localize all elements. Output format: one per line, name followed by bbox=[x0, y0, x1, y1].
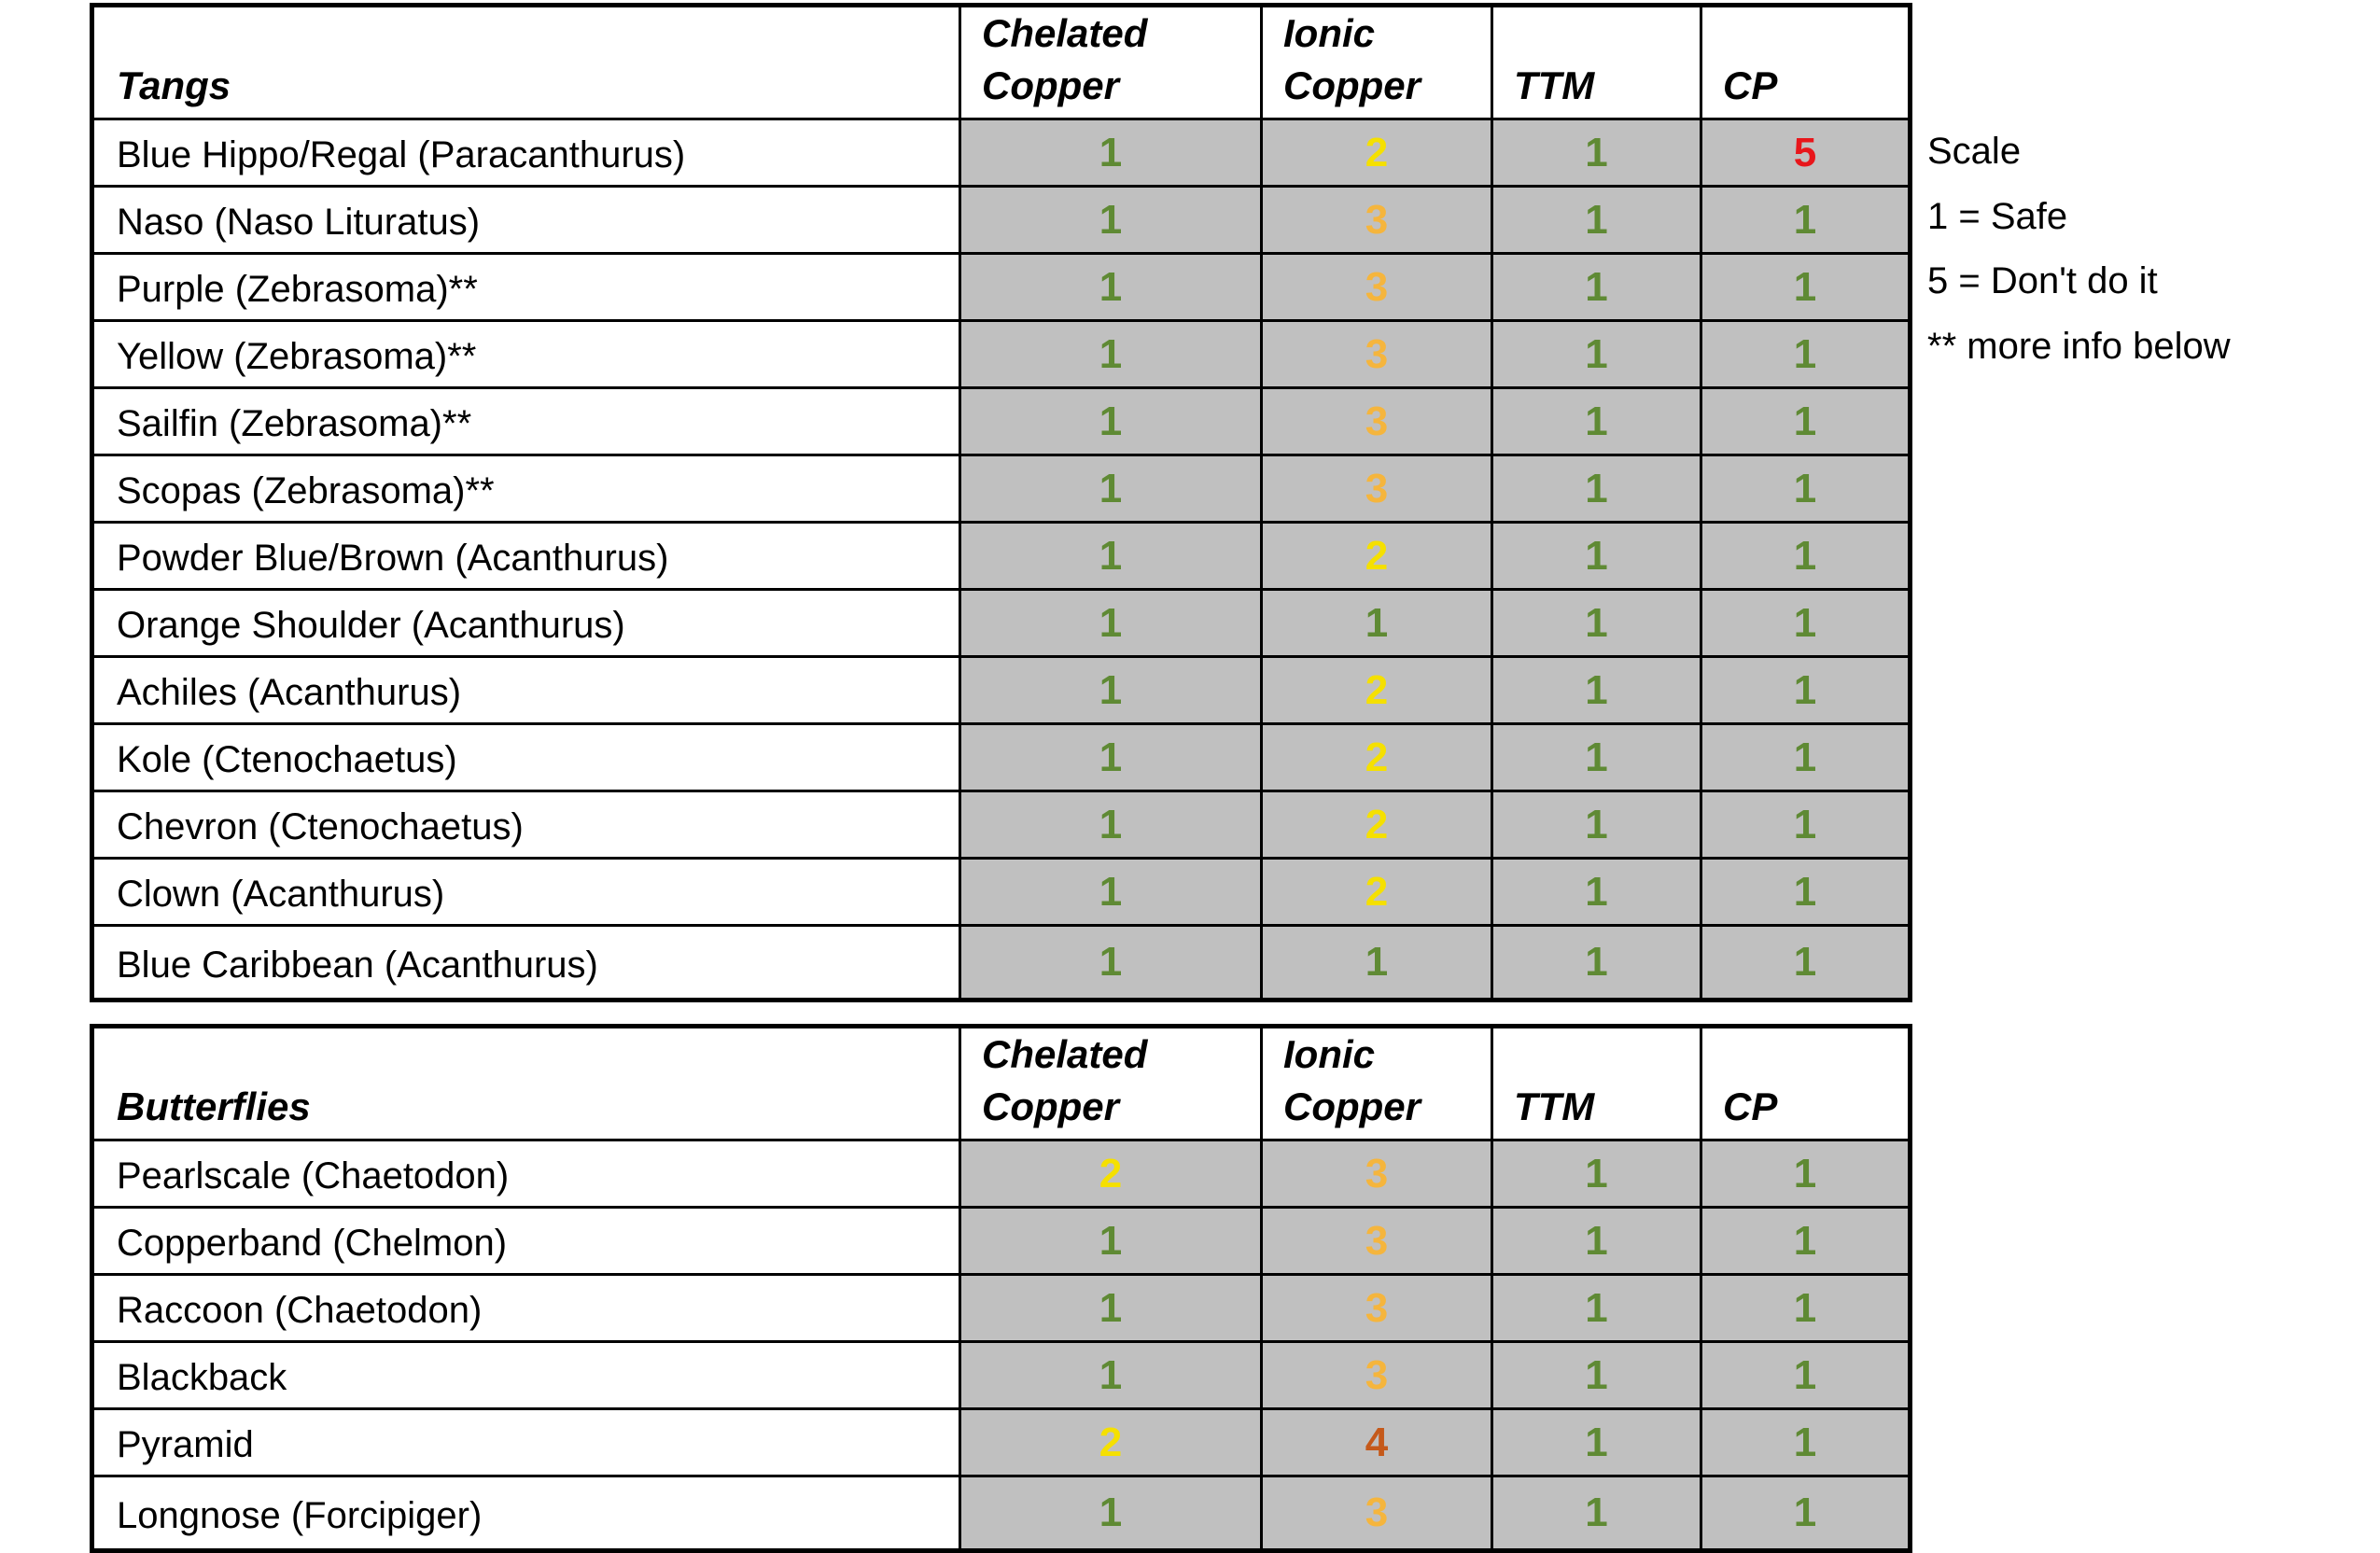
fish-name: Sailfin (Zebrasoma)** bbox=[92, 388, 960, 455]
chelated-copper-rating: 1 bbox=[960, 455, 1262, 523]
fish-name: Pyramid bbox=[92, 1409, 960, 1476]
cp-rating: 1 bbox=[1701, 321, 1911, 388]
butterflies-header-row bbox=[92, 1027, 1911, 1140]
tangs-group-title: Tangs bbox=[92, 6, 960, 119]
table-row bbox=[92, 859, 1911, 926]
fish-name: Longnose (Forcipiger) bbox=[92, 1476, 960, 1551]
table-row bbox=[92, 187, 1911, 254]
ionic-copper-rating: 2 bbox=[1262, 859, 1492, 926]
cp-rating: 1 bbox=[1701, 1208, 1911, 1275]
butterflies-table bbox=[90, 1024, 1912, 1553]
cp-rating: 1 bbox=[1701, 1140, 1911, 1208]
fish-name: Pearlscale (Chaetodon) bbox=[92, 1140, 960, 1208]
table-row bbox=[92, 1140, 1911, 1208]
table-row bbox=[92, 1208, 1911, 1275]
col-header-ttm: TTM bbox=[1492, 1027, 1701, 1140]
ttm-rating: 1 bbox=[1492, 657, 1701, 724]
chelated-copper-rating: 1 bbox=[960, 724, 1262, 791]
fish-name: Orange Shoulder (Acanthurus) bbox=[92, 590, 960, 657]
ttm-rating: 1 bbox=[1492, 1208, 1701, 1275]
fish-name: Yellow (Zebrasoma)** bbox=[92, 321, 960, 388]
chelated-copper-rating: 1 bbox=[960, 859, 1262, 926]
ttm-rating: 1 bbox=[1492, 791, 1701, 859]
fish-name: Blue Hippo/Regal (Paracanthurus) bbox=[92, 119, 960, 187]
ionic-copper-rating: 2 bbox=[1262, 791, 1492, 859]
chelated-copper-rating: 1 bbox=[960, 321, 1262, 388]
fish-name: Copperband (Chelmon) bbox=[92, 1208, 960, 1275]
ionic-copper-rating: 2 bbox=[1262, 724, 1492, 791]
ttm-rating: 1 bbox=[1492, 1476, 1701, 1551]
fish-name: Purple (Zebrasoma)** bbox=[92, 254, 960, 321]
cp-rating: 1 bbox=[1701, 1409, 1911, 1476]
table-row bbox=[92, 1342, 1911, 1409]
table-row bbox=[92, 119, 1911, 187]
ionic-copper-rating: 2 bbox=[1262, 119, 1492, 187]
cp-rating: 1 bbox=[1701, 590, 1911, 657]
chelated-copper-rating: 1 bbox=[960, 926, 1262, 1000]
ionic-copper-rating: 3 bbox=[1262, 1476, 1492, 1551]
cp-rating: 1 bbox=[1701, 455, 1911, 523]
chelated-copper-rating: 1 bbox=[960, 657, 1262, 724]
ttm-rating: 1 bbox=[1492, 187, 1701, 254]
ttm-rating: 1 bbox=[1492, 1275, 1701, 1342]
ttm-rating: 1 bbox=[1492, 590, 1701, 657]
table-row bbox=[92, 724, 1911, 791]
ttm-rating: 1 bbox=[1492, 1342, 1701, 1409]
cp-rating: 1 bbox=[1701, 926, 1911, 1000]
table-row bbox=[92, 388, 1911, 455]
fish-name: Scopas (Zebrasoma)** bbox=[92, 455, 960, 523]
col-header-cp: CP bbox=[1701, 6, 1911, 119]
table-row bbox=[92, 1409, 1911, 1476]
ionic-copper-rating: 2 bbox=[1262, 523, 1492, 590]
chelated-copper-rating: 1 bbox=[960, 388, 1262, 455]
table-row bbox=[92, 926, 1911, 1000]
col-header-cp: CP bbox=[1701, 1027, 1911, 1140]
scale-danger-label: 5 = Don't do it bbox=[1927, 260, 2158, 301]
ttm-rating: 1 bbox=[1492, 1140, 1701, 1208]
ttm-rating: 1 bbox=[1492, 388, 1701, 455]
table-row bbox=[92, 321, 1911, 388]
butterflies-group-title: Butterflies bbox=[92, 1027, 960, 1140]
cp-rating: 1 bbox=[1701, 1342, 1911, 1409]
ionic-copper-rating: 3 bbox=[1262, 187, 1492, 254]
cp-rating: 1 bbox=[1701, 859, 1911, 926]
col-header-ionic-copper: Ionic Copper bbox=[1262, 6, 1492, 119]
table-row bbox=[92, 455, 1911, 523]
butterflies-body bbox=[92, 1140, 1911, 1551]
ttm-rating: 1 bbox=[1492, 321, 1701, 388]
chelated-copper-rating: 1 bbox=[960, 1342, 1262, 1409]
col-header-ionic-copper: Ionic Copper bbox=[1262, 1027, 1492, 1140]
ttm-rating: 1 bbox=[1492, 926, 1701, 1000]
chelated-copper-rating: 1 bbox=[960, 254, 1262, 321]
cp-rating: 1 bbox=[1701, 1275, 1911, 1342]
ionic-copper-rating: 3 bbox=[1262, 1275, 1492, 1342]
table-row bbox=[92, 1275, 1911, 1342]
ionic-copper-rating: 3 bbox=[1262, 455, 1492, 523]
scale-safe-label: 1 = Safe bbox=[1927, 195, 2068, 237]
ttm-rating: 1 bbox=[1492, 523, 1701, 590]
ttm-rating: 1 bbox=[1492, 859, 1701, 926]
fish-name: Chevron (Ctenochaetus) bbox=[92, 791, 960, 859]
table-row bbox=[92, 1476, 1911, 1551]
tangs-header-row bbox=[92, 6, 1911, 119]
cp-rating: 1 bbox=[1701, 657, 1911, 724]
ttm-rating: 1 bbox=[1492, 724, 1701, 791]
ionic-copper-rating: 1 bbox=[1262, 590, 1492, 657]
ttm-rating: 1 bbox=[1492, 1409, 1701, 1476]
fish-name: Achiles (Acanthurus) bbox=[92, 657, 960, 724]
ionic-copper-rating: 3 bbox=[1262, 1342, 1492, 1409]
chelated-copper-rating: 1 bbox=[960, 1208, 1262, 1275]
chelated-copper-rating: 1 bbox=[960, 523, 1262, 590]
ionic-copper-rating: 1 bbox=[1262, 926, 1492, 1000]
cp-rating: 1 bbox=[1701, 724, 1911, 791]
table-row bbox=[92, 791, 1911, 859]
col-header-ttm: TTM bbox=[1492, 6, 1701, 119]
ionic-copper-rating: 3 bbox=[1262, 1140, 1492, 1208]
ttm-rating: 1 bbox=[1492, 254, 1701, 321]
table-row bbox=[92, 657, 1911, 724]
col-header-chelated-copper: Chelated Copper bbox=[960, 6, 1262, 119]
ionic-copper-rating: 3 bbox=[1262, 321, 1492, 388]
chelated-copper-rating: 2 bbox=[960, 1409, 1262, 1476]
col-header-chelated-copper: Chelated Copper bbox=[960, 1027, 1262, 1140]
fish-name: Clown (Acanthurus) bbox=[92, 859, 960, 926]
chelated-copper-rating: 1 bbox=[960, 791, 1262, 859]
cp-rating: 1 bbox=[1701, 254, 1911, 321]
cp-rating: 1 bbox=[1701, 523, 1911, 590]
chelated-copper-rating: 1 bbox=[960, 1476, 1262, 1551]
chelated-copper-rating: 2 bbox=[960, 1140, 1262, 1208]
fish-name: Powder Blue/Brown (Acanthurus) bbox=[92, 523, 960, 590]
fish-name: Naso (Naso Lituratus) bbox=[92, 187, 960, 254]
ionic-copper-rating: 3 bbox=[1262, 1208, 1492, 1275]
chelated-copper-rating: 1 bbox=[960, 590, 1262, 657]
ttm-rating: 1 bbox=[1492, 455, 1701, 523]
cp-rating: 1 bbox=[1701, 791, 1911, 859]
scale-note: ** more info below bbox=[1927, 325, 2231, 367]
table-row bbox=[92, 523, 1911, 590]
ionic-copper-rating: 4 bbox=[1262, 1409, 1492, 1476]
scale-legend bbox=[1927, 119, 2231, 379]
cp-rating: 1 bbox=[1701, 388, 1911, 455]
table-row bbox=[92, 254, 1911, 321]
fish-name: Kole (Ctenochaetus) bbox=[92, 724, 960, 791]
fish-name: Raccoon (Chaetodon) bbox=[92, 1275, 960, 1342]
chelated-copper-rating: 1 bbox=[960, 119, 1262, 187]
fish-name: Blue Caribbean (Acanthurus) bbox=[92, 926, 960, 1000]
chelated-copper-rating: 1 bbox=[960, 1275, 1262, 1342]
tangs-body bbox=[92, 119, 1911, 1000]
ionic-copper-rating: 3 bbox=[1262, 254, 1492, 321]
table-row bbox=[92, 590, 1911, 657]
cp-rating: 1 bbox=[1701, 1476, 1911, 1551]
scale-title: Scale bbox=[1927, 131, 2022, 172]
cp-rating: 5 bbox=[1701, 119, 1911, 187]
cp-rating: 1 bbox=[1701, 187, 1911, 254]
chelated-copper-rating: 1 bbox=[960, 187, 1262, 254]
ttm-rating: 1 bbox=[1492, 119, 1701, 187]
fish-name: Blackback bbox=[92, 1342, 960, 1409]
tangs-table bbox=[90, 3, 1912, 1002]
ionic-copper-rating: 3 bbox=[1262, 388, 1492, 455]
ionic-copper-rating: 2 bbox=[1262, 657, 1492, 724]
